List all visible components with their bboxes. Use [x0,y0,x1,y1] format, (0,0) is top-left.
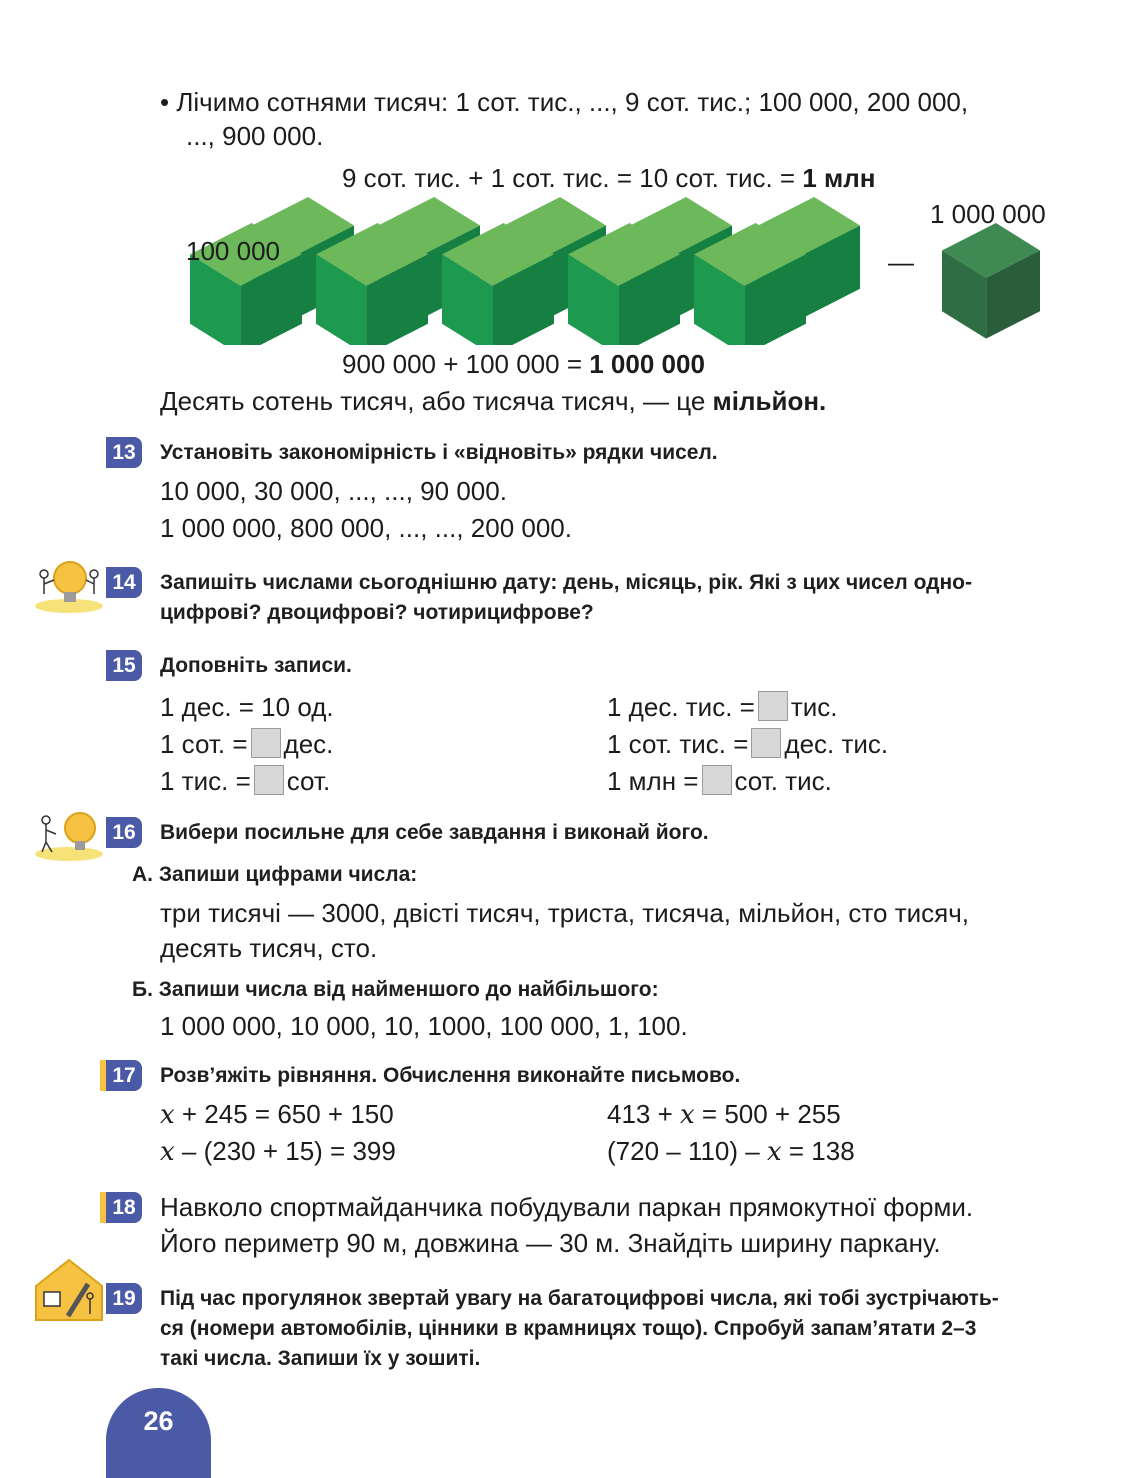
answer-box[interactable] [254,765,284,795]
task-15-left-row1: 1 дес. = 10 од. [160,692,334,722]
lightbulb-thinker-icon [32,806,106,862]
task-13-line2: 1 000 000, 800 000, ..., ..., 200 000. [160,513,572,543]
task-16-a-line1: три тисячі — 3000, двісті тисяч, триста, тисяча, мільйон, сто тисяч, [160,898,969,928]
intro-bullet-line2: ..., 900 000. [186,121,324,151]
equation-top: 9 сот. тис. + 1 сот. тис. = 10 сот. тис. = 1 млн [342,163,876,193]
task-18-badge: 18 [106,1192,142,1223]
task-15-left-row3: 1 тис. = сот. [160,766,331,796]
equation-bottom: 900 000 + 100 000 = 1 000 000 [342,349,705,379]
task-15-left-row2: 1 сот. = дес. [160,729,334,759]
task-17-eq3: 413 + x = 500 + 255 [607,1099,841,1130]
answer-box[interactable] [751,728,781,758]
task-17-title: Розв’яжіть рівняння. Обчислення виконайте письмово. [160,1064,741,1087]
task-16-b-title: Б. Запиши числа від найменшого до найбільшого: [132,978,659,1001]
task-13-badge: 13 [106,437,142,468]
lightbulb-team-icon [32,556,106,614]
task-18-line2: Його периметр 90 м, довжина — 30 м. Знайдіть ширину паркану. [160,1228,941,1258]
task-19-line2: ся (номери автомобілів, цінники в крамницях тощо). Спробуй запам’ятати 2–3 [160,1317,977,1340]
task-15-right-row3: 1 млн = сот. тис. [607,766,832,796]
task-16-badge: 16 [106,817,142,848]
task-13-title: Установіть закономірність і «відновіть» рядки чисел. [160,441,718,464]
cube-big-label: 1 000 000 [930,199,1046,229]
task-17-badge: 17 [106,1060,142,1091]
task-19-line3: такі числа. Запиши їх у зошиті. [160,1347,481,1370]
task-15-badge: 15 [106,650,142,681]
task-14-line2: цифрові? двоцифрові? чотирицифрове? [160,601,594,624]
page-number-tab [106,1388,211,1478]
task-16-b-line1: 1 000 000, 10 000, 10, 1000, 100 000, 1, 100. [160,1011,688,1041]
cube-small-label: 100 000 [186,236,280,266]
bullet-dot: • [160,87,177,117]
task-14-badge: 14 [106,567,142,598]
summary-line: Десять сотень тисяч, або тисяча тисяч, — це мільйон. [160,386,827,416]
page-number: 26 [143,1406,174,1436]
cube-million [942,223,1040,339]
answer-box[interactable] [758,691,788,721]
task-16-a-title: А. Запиши цифрами числа: [132,863,418,886]
task-14-line1: Запишіть числами сьогоднішню дату: день, місяць, рік. Які з цих чисел одно- [160,571,972,594]
cubes-illustration [180,195,1060,345]
task-19-line1: Під час прогулянок звертай увагу на багатоцифрові числа, які тобі зустрічають- [160,1287,999,1310]
task-19-badge: 19 [106,1283,142,1314]
house-pencil-icon [32,1256,106,1324]
task-17-eq4: (720 – 110) – x = 138 [607,1136,855,1167]
task-15-right-row2: 1 сот. тис. = дес. тис. [607,729,889,759]
task-17-eq2: x – (230 + 15) = 399 [160,1136,396,1167]
task-15-right-row1: 1 дес. тис. = тис. [607,692,838,722]
task-15-title: Доповніть записи. [160,654,352,677]
task-17-eq1: x + 245 = 650 + 150 [160,1099,394,1130]
intro-bullet-line1: • Лічимо сотнями тисяч: 1 сот. тис., ..., 9 сот. тис.; 100 000, 200 000, [160,87,969,117]
task-16-title: Вибери посильне для себе завдання і виконай його. [160,821,709,844]
task-16-a-line2: десять тисяч, сто. [160,933,378,963]
equals-dash: — [888,247,914,277]
answer-box[interactable] [702,765,732,795]
answer-box[interactable] [251,728,281,758]
task-18-line1: Навколо спортмайданчика побудували паркан прямокутної форми. [160,1192,974,1222]
task-13-line1: 10 000, 30 000, ..., ..., 90 000. [160,476,507,506]
